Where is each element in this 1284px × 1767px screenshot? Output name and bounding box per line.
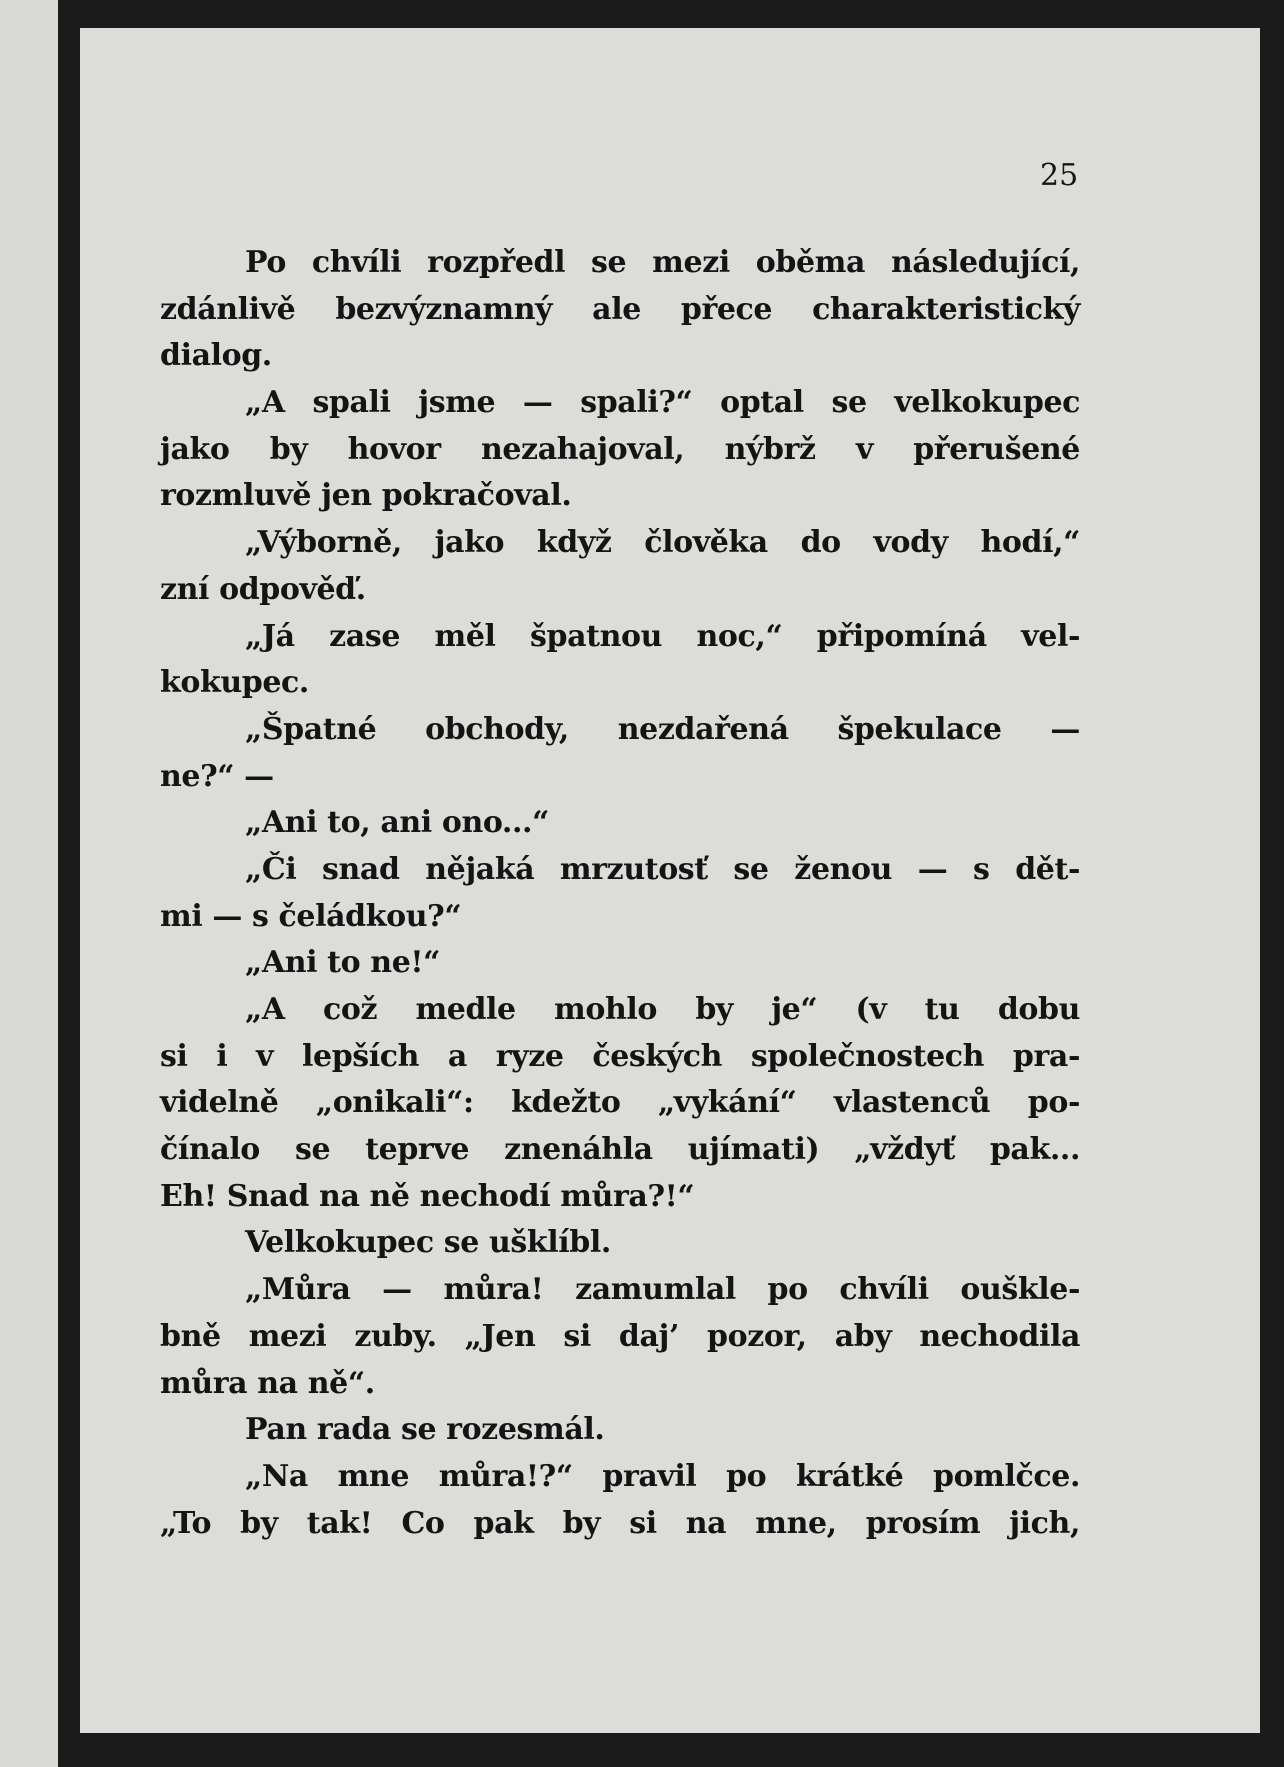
- text-line: „To by tak! Co pak by si na mne, prosím jich,: [160, 1505, 1080, 1541]
- text-line: Velkokupec se ušklíbl.: [245, 1225, 611, 1261]
- text-line: „Výborně, jako když člověka do vody hodí,“: [245, 525, 1080, 561]
- text-line: čínalo se teprve znenáhla ujímati) „vždyť pak...: [160, 1132, 1080, 1168]
- text-line: „Můra — můra! zamumlal po chvíli ouškle-: [245, 1272, 1080, 1308]
- text-line: Pan rada se rozesmál.: [245, 1412, 605, 1448]
- text-line: rozmluvě jen pokračoval.: [160, 478, 572, 514]
- text-line: můra na ně“.: [160, 1365, 375, 1401]
- body-text: [160, 240, 1080, 1547]
- previous-page-edge: [0, 0, 58, 1767]
- text-line: „Na mne můra!?“ pravil po krátké pomlčce.: [245, 1458, 1080, 1494]
- text-line: zdánlivě bezvýznamný ale přece charakteristický: [160, 291, 1080, 327]
- text-line: „Špatné obchody, nezdařená špekulace —: [245, 711, 1080, 747]
- text-line: zní odpověď.: [160, 571, 366, 607]
- text-line: jako by hovor nezahajoval, nýbrž v přerušené: [160, 431, 1080, 467]
- text-line: mi — s čeládkou?“: [160, 898, 462, 934]
- text-line: „Já zase měl špatnou noc,“ připomíná vel-: [245, 618, 1080, 654]
- text-line: Po chvíli rozpředl se mezi oběma následující,: [245, 245, 1080, 280]
- text-line: „A spali jsme — spali?“ optal se velkokupec: [245, 385, 1080, 421]
- page-number: 25: [1040, 158, 1079, 193]
- text-line: videlně „onikali“: kdežto „vykání“ vlastenců po-: [160, 1085, 1080, 1121]
- text-line: si i v lepších a ryze českých společnostech pra-: [160, 1038, 1080, 1074]
- text-line: Eh! Snad na ně nechodí můra?!“: [160, 1178, 695, 1214]
- text-line: „Ani to ne!“: [245, 945, 441, 981]
- text-line: kokupec.: [160, 665, 309, 701]
- text-line: „Ani to, ani ono...“: [245, 805, 549, 841]
- text-line: dialog.: [160, 338, 272, 374]
- text-line: ne?“ —: [160, 758, 274, 794]
- text-line: bně mezi zuby. „Jen si daj’ pozor, aby nechodila: [160, 1318, 1080, 1354]
- text-line: „Či snad nějaká mrzutosť se ženou — s dět-: [245, 851, 1080, 887]
- text-line: „A což medle mohlo by je“ (v tu dobu: [245, 992, 1080, 1027]
